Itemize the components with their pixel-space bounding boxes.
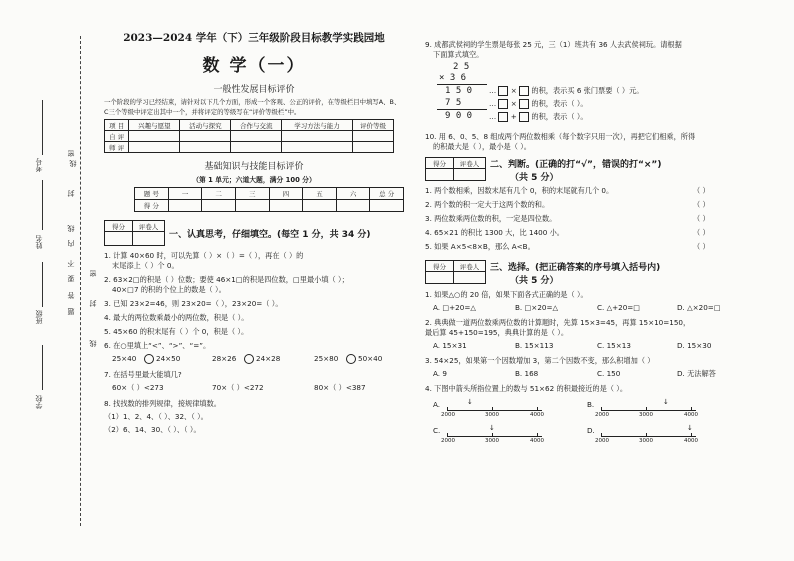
question-9: 9. 成都武侯祠的学生票是每张 25 元，三（1）班共有 36 人去武侯祠玩。请根据 xyxy=(425,40,682,49)
number-lines xyxy=(425,396,765,446)
eval-cell[interactable] xyxy=(231,131,282,142)
seal-notice-1: 密 xyxy=(67,150,75,157)
choice-option[interactable]: C. 15×13 xyxy=(597,341,631,350)
choice-option[interactable]: C. 150 xyxy=(597,369,621,378)
mult-row: × 3 6 xyxy=(439,73,467,83)
judge-answer[interactable]: （ ） xyxy=(693,242,710,251)
grader-score-label: 得分 xyxy=(105,221,133,232)
tick xyxy=(492,433,493,437)
question-2b: 40×□7 的积的个位上的数是（ ）。 xyxy=(112,285,226,294)
choice-1-options xyxy=(425,303,765,314)
judge-item: 2. 两个数的积一定大于这两个数的和。 xyxy=(425,200,550,209)
compare-circle[interactable] xyxy=(144,354,154,364)
subject-title: 数 学（一） xyxy=(202,56,306,76)
eval-header: 项 目 xyxy=(105,120,129,131)
choice-option[interactable]: A. □+20=△ xyxy=(433,303,476,312)
line-mark: 线 xyxy=(69,160,77,167)
mult-rule xyxy=(437,109,487,110)
judge-answer[interactable]: （ ） xyxy=(693,228,710,237)
seal-notice-2: 封 xyxy=(67,190,75,197)
tick-label: 3000 xyxy=(485,438,499,444)
choice-option[interactable]: A. 15×31 xyxy=(433,341,467,350)
score-header: 总 分 xyxy=(370,188,404,200)
question-7: 7. 在括号里最大能填几? xyxy=(104,370,182,379)
score-row-label: 得 分 xyxy=(135,200,169,212)
part3-title: 三、选择。(把正确答案的序号填入括号内) xyxy=(490,263,661,273)
number-line-a xyxy=(441,398,544,418)
tick xyxy=(646,407,647,411)
eval-cell[interactable] xyxy=(129,142,180,153)
seal-dashed-line xyxy=(80,36,81,526)
grader-score-cell[interactable] xyxy=(105,232,133,246)
grader-cell[interactable] xyxy=(454,272,486,284)
compare-circle[interactable] xyxy=(244,354,254,364)
grader-cell[interactable] xyxy=(133,232,165,246)
score-header: 四 xyxy=(269,188,303,200)
part1-title: 一、认真思考，仔细填空。(每空 1 分，共 34 分) xyxy=(169,229,371,240)
tick xyxy=(537,407,538,411)
eval-cell[interactable] xyxy=(352,131,393,142)
tick-label: 2000 xyxy=(595,412,609,418)
judge-item: 4. 65×21 的积比 1300 大，比 1400 小。 xyxy=(425,228,564,237)
option-d-label[interactable]: D. xyxy=(587,426,595,435)
tick-label: 4000 xyxy=(530,438,544,444)
number-line-c xyxy=(441,424,544,444)
eval-header: 评价等级 xyxy=(352,120,393,131)
choice-4: 4. 下图中箭头所指位置上的数与 51×62 的积最接近的是（ ）。 xyxy=(425,384,628,393)
compare-right: 24×50 xyxy=(156,354,181,363)
fill-max-item: 60×（ ）<273 xyxy=(112,383,164,392)
class-label: 班级 xyxy=(35,310,43,324)
choice-2a: 2. 典典做一道两位数乘两位数的计算题时，先算 15×3=45，再算 15×10=150， xyxy=(425,318,691,327)
choice-3: 3. 54×25，如果第一个因数增加 3，第二个因数不变，那么积增加（ ） xyxy=(425,356,655,365)
self-eval-table xyxy=(104,119,394,153)
grader-score-label: 得分 xyxy=(426,158,454,169)
grader-label: 评卷人 xyxy=(454,158,486,169)
question-2a: 2. 63×2□的积是（ ）位数；要使 46×1□的积是四位数，□里最小填（ ）； xyxy=(104,275,349,284)
tick xyxy=(601,433,602,437)
seal-mark-1: 密 xyxy=(89,270,97,277)
judge-list xyxy=(425,186,765,258)
compare-circle[interactable] xyxy=(346,354,356,364)
part3-grader-box xyxy=(425,260,486,284)
part1-header xyxy=(104,220,404,246)
question-10b: 的积最大是（ ），最小是（ ）。 xyxy=(433,142,531,151)
choice-option[interactable]: A. 9 xyxy=(433,369,447,378)
tick-label: 3000 xyxy=(639,438,653,444)
number-label: 考号 xyxy=(35,158,43,172)
judge-item: 1. 两个数相乘，因数末尾有几个 0，积的末尾就有几个 0。 xyxy=(425,186,614,195)
part2-title: 二、判断。(正确的打“√”，错误的打“×”) xyxy=(490,160,662,170)
question-10a: 10. 用 6、0、5、8 组成两个两位数相乘（每个数字只用一次），再把它们相乘，所得 xyxy=(425,132,696,141)
judge-item: 3. 两位数乘两位数的积，一定是四位数。 xyxy=(425,214,557,223)
score-cell[interactable] xyxy=(370,200,404,212)
score-header: 三 xyxy=(235,188,269,200)
name-field[interactable] xyxy=(42,180,43,230)
name-label: 姓名 xyxy=(35,235,43,249)
part2-grader-box xyxy=(425,157,486,181)
left-column xyxy=(104,30,404,435)
mult-rule xyxy=(437,84,487,85)
compare-right: 24×28 xyxy=(256,354,281,363)
choice-option[interactable]: B. 15×113 xyxy=(515,341,554,350)
multiplication-block xyxy=(425,62,765,124)
seal-mark-2: 封 xyxy=(89,300,97,307)
tick xyxy=(601,407,602,411)
mult-row: 9 0 0 xyxy=(445,111,473,121)
section-general-title: 一般性发展目标评价 xyxy=(213,85,295,95)
eval-header: 学习方法与能力 xyxy=(282,120,353,131)
question-8a: （1）1、2、4、（ ）、32、（ ）。 xyxy=(104,412,208,421)
choice-option[interactable]: D. 15×30 xyxy=(677,341,712,350)
choice-1: 1. 如果△○的 20 倍，如果下面各式正确的是（ ）。 xyxy=(425,290,588,299)
answer-box[interactable] xyxy=(519,86,529,96)
unit-note: （第 1 单元；六道大题，满分 100 分） xyxy=(192,176,316,184)
eval-cell[interactable] xyxy=(282,142,353,153)
tick-label: 4000 xyxy=(530,412,544,418)
question-4: 4. 最大的两位数乘最小的两位数，积是（ ）。 xyxy=(104,313,249,322)
grader-score-label: 得分 xyxy=(426,261,454,272)
eval-cell[interactable] xyxy=(180,142,231,153)
seal-notice-8: 题 xyxy=(67,308,75,315)
compare-left: 25×80 xyxy=(314,354,339,363)
answer-box[interactable] xyxy=(498,86,508,96)
arrow-down-icon: ↓ xyxy=(489,424,495,432)
eval-cell[interactable] xyxy=(180,131,231,142)
intro-text: 一个阶段的学习已经结束，请针对以下几个方面，形成一个客观、公正的评价，在等级栏目中填写A、B、C三个等级中评定出其中一个，并将评定的等级写在“评价等级栏”中。 xyxy=(104,98,401,116)
mult-row: 7 5 xyxy=(445,98,462,108)
mult-row: 2 5 xyxy=(453,62,470,72)
choice-option[interactable]: D. △×20=□ xyxy=(677,303,721,312)
seal-notice-7: 答 xyxy=(67,292,75,299)
choice-option[interactable]: D. 无法解答 xyxy=(677,369,716,378)
mult-row: 1 5 0 xyxy=(445,86,473,96)
judge-answer[interactable]: （ ） xyxy=(693,214,710,223)
fill-max-item: 70×（ ）<272 xyxy=(212,383,264,392)
tick-label: 3000 xyxy=(485,412,499,418)
eval-header: 合作与交流 xyxy=(231,120,282,131)
score-header: 题 号 xyxy=(135,188,169,200)
seal-notice-4: 内 xyxy=(67,240,75,247)
choice-option[interactable]: B. 168 xyxy=(515,369,539,378)
question-3: 3. 已知 23×2=46，则 23×20=（ ），23×20=（ ）。 xyxy=(104,299,283,308)
judge-answer[interactable]: （ ） xyxy=(693,200,710,209)
eval-row-label: 师 评 xyxy=(105,142,129,153)
seal-notice-3: 线 xyxy=(67,225,75,232)
fill-max-item: 80×（ ）<387 xyxy=(314,383,366,392)
score-header: 一 xyxy=(168,188,202,200)
mult-note-3: … + 的积，表示（ ）。 xyxy=(489,112,588,121)
tick xyxy=(646,433,647,437)
seal-notice-5: 不 xyxy=(67,260,75,267)
tick-label: 3000 xyxy=(639,412,653,418)
seal-notice-6: 要 xyxy=(67,275,75,282)
part2-header xyxy=(425,157,765,183)
choice-2b: 最后算 45+150=195，典典计算的是（ ）。 xyxy=(425,328,569,337)
eval-cell[interactable] xyxy=(231,142,282,153)
eval-cell[interactable] xyxy=(282,131,353,142)
question-8: 8. 找找数的排列规律，接规律填数。 xyxy=(104,399,221,408)
tick-label: 2000 xyxy=(595,438,609,444)
tick-label: 4000 xyxy=(684,438,698,444)
seal-mark-3: 线 xyxy=(89,340,97,347)
tick xyxy=(537,433,538,437)
question-1a: 1. 计算 40×60 时，可以先算（ ）×（ ）=（ ），再在（ ）的 xyxy=(104,251,304,260)
part3-header xyxy=(425,260,765,286)
tick xyxy=(691,433,692,437)
choice-option[interactable]: C. △+20=□ xyxy=(597,303,641,312)
eval-cell[interactable] xyxy=(352,142,393,153)
question-9b: 下面算式填空。 xyxy=(433,50,484,59)
part2-score: （共 5 分） xyxy=(510,173,559,183)
grader-score-cell[interactable] xyxy=(426,169,454,181)
number-line-d xyxy=(595,424,698,444)
option-b-label[interactable]: B. xyxy=(587,400,595,409)
score-table xyxy=(134,187,404,212)
score-cell[interactable] xyxy=(168,200,202,212)
score-cell[interactable] xyxy=(202,200,236,212)
score-cell[interactable] xyxy=(336,200,370,212)
mult-note-2: … × 的积，表示（ ）。 xyxy=(489,99,588,108)
judge-answer[interactable]: （ ） xyxy=(693,186,710,195)
eval-header: 活动与探究 xyxy=(180,120,231,131)
choice-2-options xyxy=(425,341,765,352)
judge-item: 5. 如果 A×5<8×B，那么 A<B。 xyxy=(425,242,535,251)
section-basic-title: 基础知识与技能目标评价 xyxy=(204,162,304,172)
answer-box[interactable] xyxy=(519,99,529,109)
score-header: 二 xyxy=(202,188,236,200)
answer-box[interactable] xyxy=(498,99,508,109)
compare-right: 50×40 xyxy=(358,354,383,363)
score-cell[interactable] xyxy=(235,200,269,212)
answer-box[interactable] xyxy=(519,112,529,122)
school-field[interactable] xyxy=(42,345,43,390)
binding-strip xyxy=(0,0,104,561)
grader-score-cell[interactable] xyxy=(426,272,454,284)
score-header: 五 xyxy=(303,188,337,200)
part3-score: （共 5 分） xyxy=(510,276,559,286)
grader-label: 评卷人 xyxy=(454,261,486,272)
compare-left: 25×40 xyxy=(112,354,137,363)
compare-left: 28×26 xyxy=(212,354,237,363)
question-7-items xyxy=(104,383,404,395)
choice-option[interactable]: B. □×20=△ xyxy=(515,303,559,312)
question-6-items xyxy=(104,354,404,366)
tick xyxy=(447,433,448,437)
right-column xyxy=(425,40,765,446)
score-header: 六 xyxy=(336,188,370,200)
question-1b: 末尾添上（ ）个 0。 xyxy=(112,261,179,270)
mult-note-1: … × 的积，表示买 6 张门票要（ ）元。 xyxy=(489,86,644,95)
answer-box[interactable] xyxy=(498,112,508,122)
class-field[interactable] xyxy=(42,262,43,307)
arrow-down-icon: ↓ xyxy=(687,424,693,432)
grader-label: 评卷人 xyxy=(133,221,165,232)
tick xyxy=(691,407,692,411)
option-a-label[interactable]: A. xyxy=(433,400,441,409)
tick xyxy=(447,407,448,411)
tick-label: 2000 xyxy=(441,438,455,444)
grader-cell[interactable] xyxy=(454,169,486,181)
option-c-label[interactable]: C. xyxy=(433,426,441,435)
number-line-b xyxy=(595,398,698,418)
tick-label: 2000 xyxy=(441,412,455,418)
number-field[interactable] xyxy=(42,100,43,155)
eval-row-label: 自 评 xyxy=(105,131,129,142)
question-5: 5. 45×60 的积末尾有（ ）个 0，积是（ ）。 xyxy=(104,327,249,336)
exam-title: 2023—2024 学年（下）三年级阶段目标教学实践园地 xyxy=(123,32,385,44)
eval-cell[interactable] xyxy=(129,131,180,142)
question-8b: （2）6、14、30、（ ）、（ ）。 xyxy=(104,425,201,434)
school-label: 学校 xyxy=(35,395,43,409)
score-cell[interactable] xyxy=(303,200,337,212)
score-cell[interactable] xyxy=(269,200,303,212)
eval-header: 兴趣与愿望 xyxy=(129,120,180,131)
arrow-down-icon: ↓ xyxy=(663,398,669,406)
choice-3-options xyxy=(425,369,765,380)
tick-label: 4000 xyxy=(684,412,698,418)
part1-grader-box xyxy=(104,220,165,246)
question-6: 6. 在○里填上“<”、“>”、“=”。 xyxy=(104,341,211,350)
arrow-down-icon: ↓ xyxy=(467,398,473,406)
tick xyxy=(492,407,493,411)
